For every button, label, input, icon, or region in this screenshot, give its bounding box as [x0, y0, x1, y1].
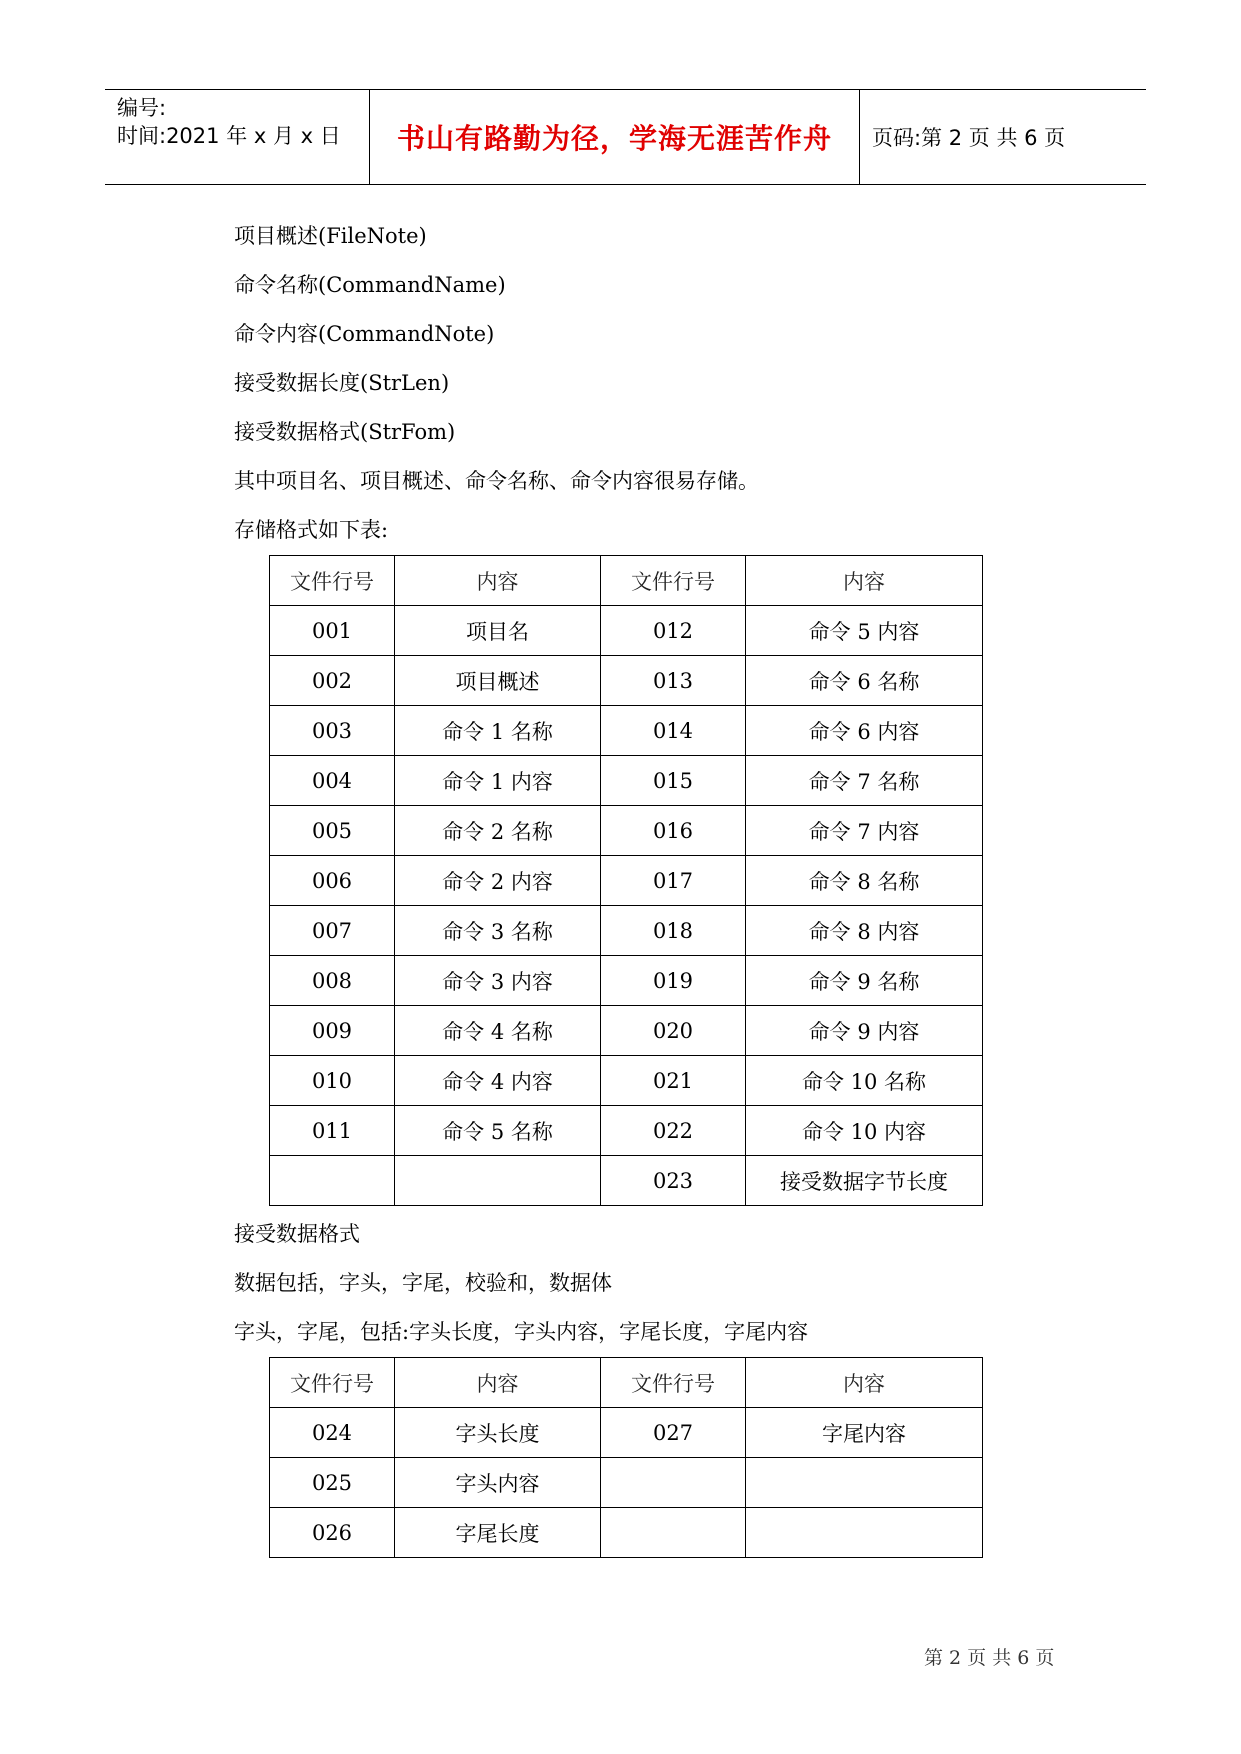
table-cell: [746, 1508, 983, 1558]
table-row: [270, 1056, 983, 1106]
header-meta: [105, 90, 370, 184]
paragraph: 接受数据长度(StrLen): [234, 371, 450, 395]
table-cell: [270, 1156, 395, 1206]
table-cell: 026: [270, 1508, 395, 1558]
table-cell: 命令 2 名称: [395, 806, 601, 856]
table-cell: 020: [601, 1006, 746, 1056]
table-row: [270, 1006, 983, 1056]
table-cell: 命令 9 名称: [746, 956, 983, 1006]
table-cell: [601, 1508, 746, 1558]
table-cell: [746, 1458, 983, 1508]
header-trailer-table: [269, 1357, 983, 1558]
header-cell: 内容: [395, 1358, 601, 1408]
table-cell: 命令 3 内容: [395, 956, 601, 1006]
table-header-row: [270, 556, 983, 606]
table-cell: 007: [270, 906, 395, 956]
table-row: [270, 756, 983, 806]
table-row: [270, 906, 983, 956]
table-row: [270, 806, 983, 856]
table-cell: 字尾内容: [746, 1408, 983, 1458]
table-cell: 项目概述: [395, 656, 601, 706]
header-motto: 书山有路勤为径，学海无涯苦作舟: [370, 90, 860, 184]
table-cell: 009: [270, 1006, 395, 1056]
table-cell: 命令 1 内容: [395, 756, 601, 806]
table-cell: 005: [270, 806, 395, 856]
table-cell: 命令 6 内容: [746, 706, 983, 756]
table-cell: 012: [601, 606, 746, 656]
paragraph: 接受数据格式(StrFom): [234, 420, 456, 444]
paragraph: 项目概述(FileNote): [234, 224, 427, 248]
table-cell: 016: [601, 806, 746, 856]
table-cell: 011: [270, 1106, 395, 1156]
table-cell: 014: [601, 706, 746, 756]
table-row: [270, 606, 983, 656]
table-cell: 命令 5 名称: [395, 1106, 601, 1156]
table-row: [270, 1408, 983, 1458]
table-cell: 命令 2 内容: [395, 856, 601, 906]
table-cell: 004: [270, 756, 395, 806]
paragraph: 命令名称(CommandName): [234, 273, 506, 297]
table-cell: 024: [270, 1408, 395, 1458]
header-cell: 文件行号: [601, 556, 746, 606]
table-cell: 008: [270, 956, 395, 1006]
paragraph: 字头，字尾，包括:字头长度，字头内容，字尾长度，字尾内容: [234, 1320, 809, 1344]
table-cell: 010: [270, 1056, 395, 1106]
table-cell: 命令 6 名称: [746, 656, 983, 706]
table-cell: 命令 10 名称: [746, 1056, 983, 1106]
table-cell: 命令 8 内容: [746, 906, 983, 956]
table-cell: 命令 4 内容: [395, 1056, 601, 1106]
table-cell: 命令 4 名称: [395, 1006, 601, 1056]
table-cell: 018: [601, 906, 746, 956]
table-cell: 命令 7 名称: [746, 756, 983, 806]
table-row: [270, 1106, 983, 1156]
table-cell: 命令 5 内容: [746, 606, 983, 656]
page-footer: 第 2 页 共 6 页: [924, 1647, 1055, 1669]
time-label: 时间:2021 年 x 月 x 日: [117, 124, 341, 148]
table-cell: 022: [601, 1106, 746, 1156]
table-row: [270, 1458, 983, 1508]
header-cell: 文件行号: [270, 556, 395, 606]
table-cell: 命令 8 名称: [746, 856, 983, 906]
table-cell: 命令 9 内容: [746, 1006, 983, 1056]
header-page-label: 页码:第 2 页 共 6 页: [872, 126, 1066, 150]
table-cell: 接受数据字节长度: [746, 1156, 983, 1206]
table-cell: 013: [601, 656, 746, 706]
paragraph: 存储格式如下表:: [234, 518, 389, 542]
paragraph: 命令内容(CommandNote): [234, 322, 495, 346]
table-cell: 027: [601, 1408, 746, 1458]
table-row: [270, 956, 983, 1006]
table-cell: 002: [270, 656, 395, 706]
table-cell: 字尾长度: [395, 1508, 601, 1558]
table-cell: [601, 1458, 746, 1508]
table-cell: 命令 7 内容: [746, 806, 983, 856]
table-cell: 023: [601, 1156, 746, 1206]
header-cell: 内容: [395, 556, 601, 606]
page-header: [105, 89, 1146, 185]
table-cell: 字头长度: [395, 1408, 601, 1458]
table-cell: 019: [601, 956, 746, 1006]
table-cell: 006: [270, 856, 395, 906]
table-row: [270, 1508, 983, 1558]
table-cell: [395, 1156, 601, 1206]
table-cell: 003: [270, 706, 395, 756]
table-row: [270, 656, 983, 706]
paragraph: 接受数据格式: [234, 1222, 360, 1246]
table-cell: 001: [270, 606, 395, 656]
table-row: [270, 1156, 983, 1206]
table-header-row: [270, 1358, 983, 1408]
table-row: [270, 706, 983, 756]
table-cell: 字头内容: [395, 1458, 601, 1508]
table-cell: 命令 10 内容: [746, 1106, 983, 1156]
table-cell: 025: [270, 1458, 395, 1508]
code-label: 编号:: [117, 96, 167, 120]
table-cell: 017: [601, 856, 746, 906]
storage-format-table: [269, 555, 983, 1206]
table-cell: 项目名: [395, 606, 601, 656]
table-cell: 命令 1 名称: [395, 706, 601, 756]
table-row: [270, 856, 983, 906]
table-cell: 命令 3 名称: [395, 906, 601, 956]
paragraph: 数据包括，字头，字尾，校验和，数据体: [234, 1271, 612, 1295]
paragraph: 其中项目名、项目概述、命令名称、命令内容很易存储。: [234, 469, 759, 493]
header-cell: 文件行号: [270, 1358, 395, 1408]
header-cell: 内容: [746, 1358, 983, 1408]
header-cell: 内容: [746, 556, 983, 606]
header-cell: 文件行号: [601, 1358, 746, 1408]
table-cell: 015: [601, 756, 746, 806]
table-cell: 021: [601, 1056, 746, 1106]
